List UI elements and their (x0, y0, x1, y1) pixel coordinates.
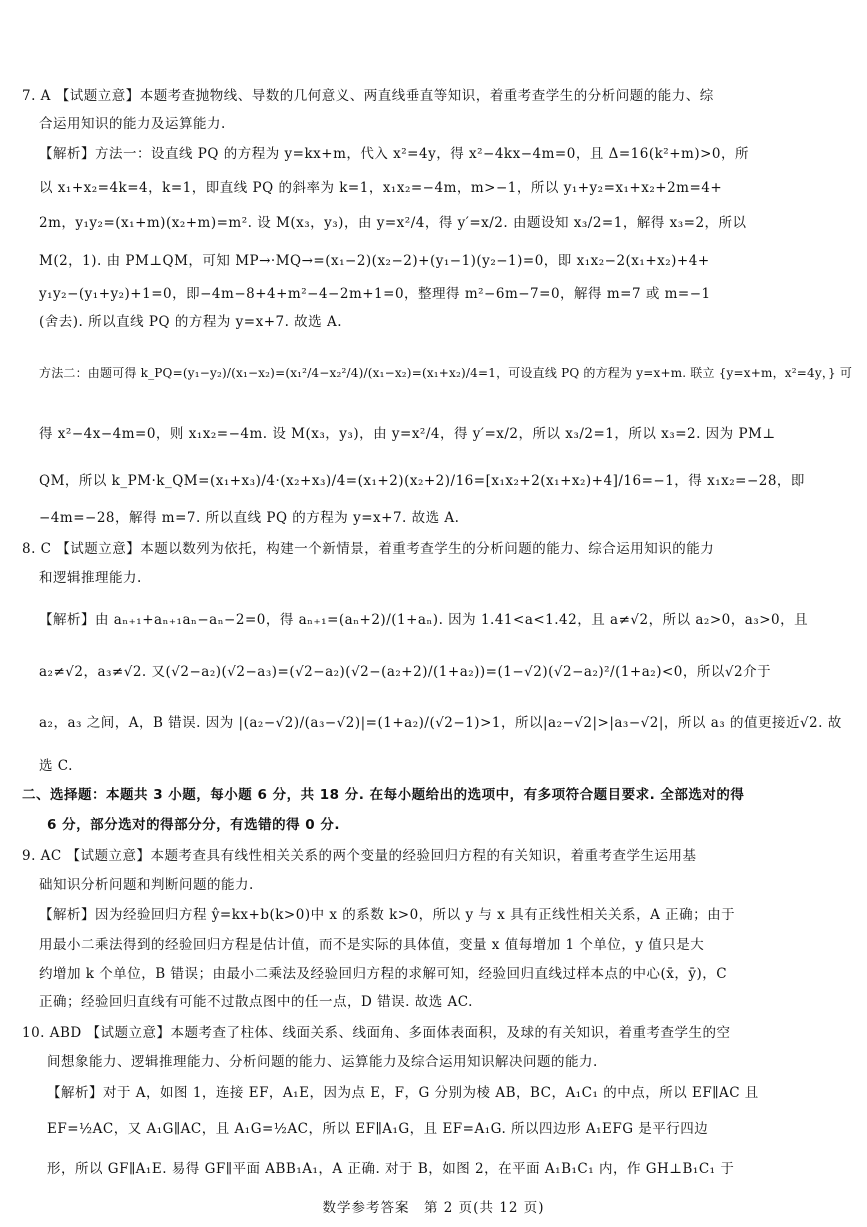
q7-header-cont: 合运用知识的能力及运算能力. (39, 116, 226, 132)
q8-solution-line2: a₂≠√2，a₃≠√2. 又(√2−a₂)(√2−a₃)=(√2−a₂)(√2−(a₂+2)/(1+a₂))=(1−√2)(√2−a₂)²/(1+a₂)<0，所以√2介于 (39, 664, 772, 680)
q7-method2-line4: −4m=−28，解得 m=7. 所以直线 PQ 的方程为 y=x+7. 故选 A. (39, 510, 460, 526)
q7-header-line: 7. A 【试题立意】本题考查抛物线、导数的几何意义、两直线垂直等知识，着重考查学生的分析问题的能力、综 (22, 88, 714, 104)
q10-solution-line3: 形，所以 GF∥A₁E. 易得 GF∥平面 ABB₁A₁，A 正确. 对于 B，如图 2，在平面 A₁B₁C₁ 内，作 GH⊥B₁C₁ 于 (47, 1161, 735, 1177)
q7-method1-line6: (舍去). 所以直线 PQ 的方程为 y=x+7. 故选 A. (39, 314, 343, 330)
section-two-heading-cont: 6 分，部分选对的得部分分，有选错的得 0 分. (47, 817, 341, 833)
page-footer: 数学参考答案 第 2 页(共 12 页) (322, 1200, 545, 1216)
q8-header-line: 8. C 【试题立意】本题以数列为依托，构建一个新情景，着重考查学生的分析问题的能力、综合运用知识的能力 (22, 541, 715, 557)
q9-header-cont: 础知识分析问题和判断问题的能力. (39, 877, 254, 893)
section-two-heading: 二、选择题：本题共 3 小题，每小题 6 分，共 18 分. 在每小题给出的选项中，有多项符合题目要求. 全部选对的得 (22, 787, 745, 803)
q9-header-line: 9. AC 【试题立意】本题考查具有线性相关关系的两个变量的经验回归方程的有关知识，着重考查学生运用基 (22, 848, 697, 864)
q9-solution-line4: 正确；经验回归直线有可能不过散点图中的任一点，D 错误. 故选 AC. (39, 994, 473, 1010)
q7-method2-line1: 方法二：由题可得 k_PQ=(y₁−y₂)/(x₁−x₂)=(x₁²/4−x₂²/4)/(x₁−x₂)=(x₁+x₂)/4=1，可设直线 PQ 的方程为 y=x+m. 联立 {y=x+m，x²=4y，} 可 (39, 366, 853, 380)
q7-method1-line3: 2m，y₁y₂=(x₁+m)(x₂+m)=m². 设 M(x₃，y₃)，由 y=x²/4，得 y′=x/2. 由题设知 x₃/2=1，解得 x₃=2，所以 (39, 215, 747, 231)
q9-solution-line3: 约增加 k 个单位，B 错误；由最小二乘法及经验回归方程的求解可知，经验回归直线过样本点的中心(x̄，ȳ)，C (39, 966, 728, 982)
q8-solution-line1: 【解析】由 aₙ₊₁+aₙ₊₁aₙ−aₙ−2=0，得 aₙ₊₁=(aₙ+2)/(1+aₙ). 因为 1.41<a<1.42，且 a≠√2，所以 a₂>0，a₃>0，且 (39, 612, 809, 628)
q7-method2-line2: 得 x²−4x−4m=0，则 x₁x₂=−4m. 设 M(x₃，y₃)，由 y=x²/4，得 y′=x/2，所以 x₃/2=1，所以 x₃=2. 因为 PM⊥ (39, 426, 776, 442)
q10-solution-line1: 【解析】对于 A，如图 1，连接 EF，A₁E，因为点 E，F，G 分别为棱 AB，BC，A₁C₁ 的中点，所以 EF∥AC 且 (47, 1085, 759, 1101)
q9-solution-line1: 【解析】因为经验回归方程 ŷ=kx+b(k>0)中 x 的系数 k>0，所以 y 与 x 具有正线性相关关系，A 正确；由于 (39, 907, 736, 923)
q7-method2-line3: QM，所以 k_PM·k_QM=(x₁+x₃)/4·(x₂+x₃)/4=(x₁+2)(x₂+2)/16=[x₁x₂+2(x₁+x₂)+4]/16=−1，得 x₁x₂=−28，即 (39, 473, 805, 489)
q8-solution-line4: 选 C. (39, 758, 73, 774)
q8-solution-line3: a₂，a₃ 之间，A，B 错误. 因为 |(a₂−√2)/(a₃−√2)|=(1+a₂)/(√2−1)>1，所以|a₂−√2|>|a₃−√2|，所以 a₃ 的值更接近√2. 故 (39, 715, 842, 731)
q8-header-cont: 和逻辑推理能力. (39, 570, 142, 586)
q9-solution-line2: 用最小二乘法得到的经验回归方程是估计值，而不是实际的具体值，变量 x 值每增加 1 个单位，y 值只是大 (39, 937, 705, 953)
q10-solution-line2: EF=½AC，又 A₁G∥AC，且 A₁G=½AC，所以 EF∥A₁G，且 EF=A₁G. 所以四边形 A₁EFG 是平行四边 (47, 1121, 709, 1137)
q7-method1-line2: 以 x₁+x₂=4k=4，k=1，即直线 PQ 的斜率为 k=1，x₁x₂=−4m，m>−1，所以 y₁+y₂=x₁+x₂+2m=4+ (39, 180, 723, 196)
q10-header-cont: 间想象能力、逻辑推理能力、分析问题的能力、运算能力及综合运用知识解决问题的能力. (47, 1054, 598, 1070)
q7-method1-line5: y₁y₂−(y₁+y₂)+1=0，即−4m−8+4+m²−4−2m+1=0，整理得 m²−6m−7=0，解得 m=7 或 m=−1 (39, 286, 711, 302)
q7-method1-line4: M(2，1). 由 PM⊥QM，可知 MP→·MQ→=(x₁−2)(x₂−2)+(y₁−1)(y₂−1)=0，即 x₁x₂−2(x₁+x₂)+4+ (39, 253, 710, 269)
q10-header-line: 10. ABD 【试题立意】本题考查了柱体、线面关系、线面角、多面体表面积，及球的有关知识，着重考查学生的空 (22, 1025, 731, 1041)
q7-method1-line1: 【解析】方法一：设直线 PQ 的方程为 y=kx+m，代入 x²=4y，得 x²−4kx−4m=0，且 Δ=16(k²+m)>0，所 (39, 146, 749, 162)
